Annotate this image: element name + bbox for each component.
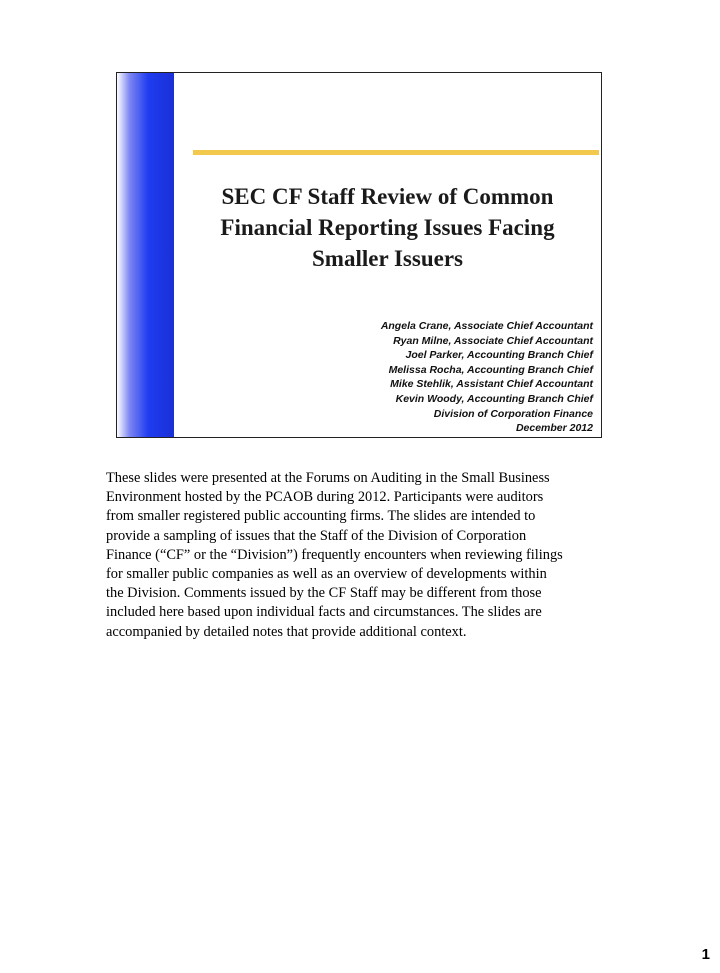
presenter-line: Melissa Rocha, Accounting Branch Chief <box>388 363 593 376</box>
slide-title-line: SEC CF Staff Review of Common <box>221 184 554 209</box>
date-line: December 2012 <box>515 422 593 435</box>
notes-line: for smaller public companies as well as an overview of developments within <box>106 566 547 583</box>
slide-title <box>174 181 601 274</box>
slide-title-line: Financial Reporting Issues Facing <box>220 215 555 240</box>
presenter-line: Kevin Woody, Accounting Branch Chief <box>395 392 593 405</box>
notes-line: included here based upon individual facts and circumstances. The slides are <box>106 604 542 621</box>
presenter-line: Angela Crane, Associate Chief Accountant <box>380 320 593 332</box>
division-line: Division of Corporation Finance <box>433 407 593 420</box>
notes-line: Environment hosted by the PCAOB during 2012. Participants were auditors <box>106 489 544 506</box>
presenter-line: Ryan Milne, Associate Chief Accountant <box>393 334 593 347</box>
notes-line: Finance (“CF” or the “Division”) frequently encounters when reviewing filings <box>106 546 563 563</box>
notes-line: accompanied by detailed notes that provide additional context. <box>106 623 467 640</box>
notes-line: provide a sampling of issues that the Staff of the Division of Corporation <box>106 527 527 544</box>
page-number: 1 <box>701 946 710 963</box>
slide-thumbnail <box>116 72 602 438</box>
notes-line: These slides were presented at the Forums on Auditing in the Small Business <box>106 470 550 486</box>
presenter-line: Mike Stehlik, Assistant Chief Accountant <box>390 378 593 391</box>
notes-line: from smaller registered public accounting firms. The slides are intended to <box>106 508 536 525</box>
slide-title-line: Smaller Issuers <box>312 246 463 271</box>
slide-title-rule <box>193 150 599 155</box>
presenter-list <box>381 319 593 436</box>
slide-notes <box>106 469 626 642</box>
slide-side-bar <box>117 73 174 437</box>
notes-line: the Division. Comments issued by the CF Staff may be different from those <box>106 585 542 602</box>
presenter-line: Joel Parker, Accounting Branch Chief <box>405 349 593 362</box>
